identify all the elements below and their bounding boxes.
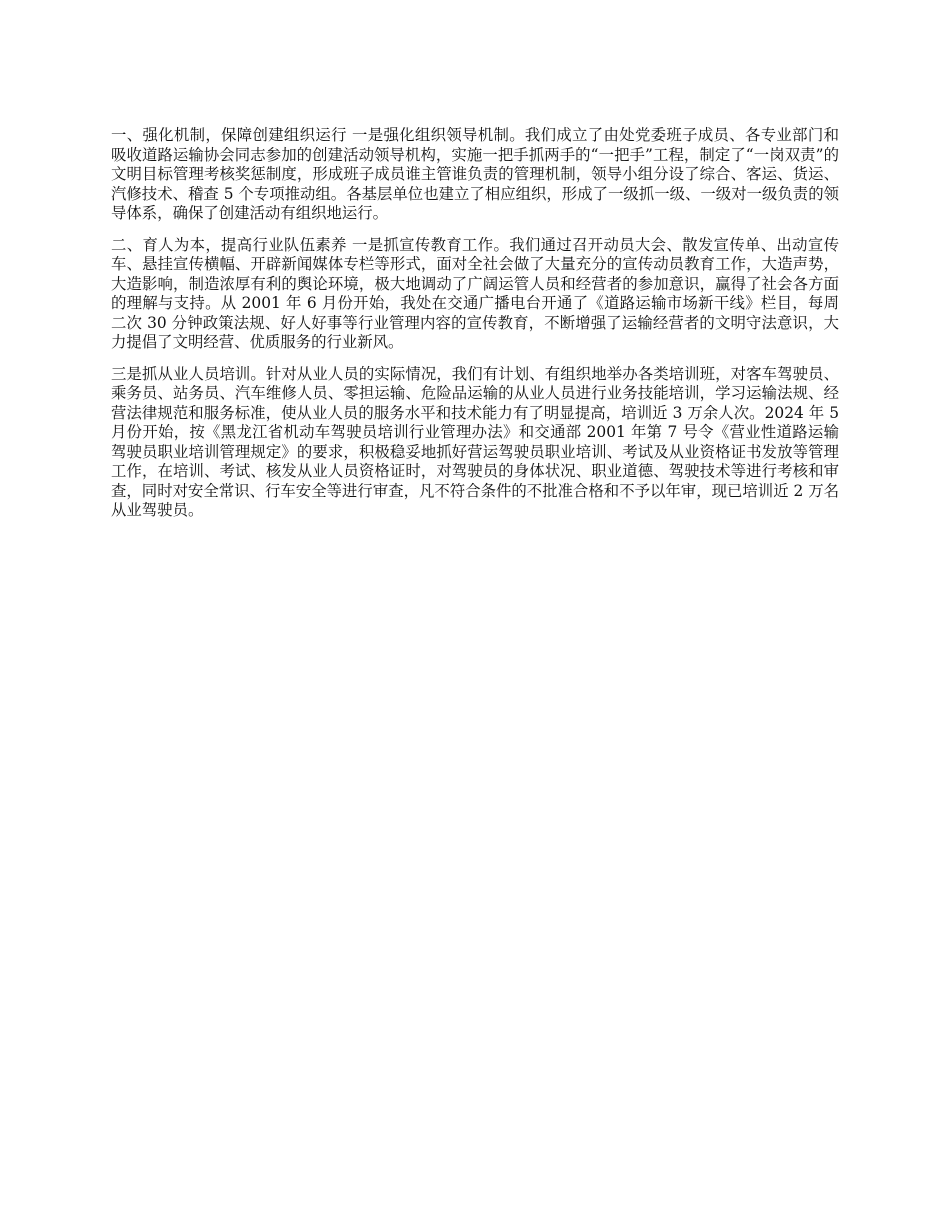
- document-body: [111, 126, 839, 533]
- paragraph-education: 二、育人为本，提高行业队伍素养 一是抓宣传教育工作。我们通过召开动员大会、散发宣传单、出动宣传车、悬挂宣传横幅、开辟新闻媒体专栏等形式，面对全社会做了大量充分的宣传动员教育工作，大造声势，大造影响，制造浓厚有利的舆论环境，极大地调动了广阔运管人员和经营者的参加意识，赢得了社会各方面的理解与支持。从 2001 年 6 月份开始，我处在交通广播电台开通了《道路运输市场新干线》栏目，每周二次 30 分钟政策法规、好人好事等行业管理内容的宣传教育，不断增强了运输经营者的文明守法意识，大力提倡了文明经营、优质服务的行业新风。: [111, 235, 839, 351]
- paragraph-mechanism: 一、强化机制，保障创建组织运行 一是强化组织领导机制。我们成立了由处党委班子成员、各专业部门和吸收道路运输协会同志参加的创建活动领导机构，实施一把手抓两手的“一把手”工程，制定了“一岗双责”的文明目标管理考核奖惩制度，形成班子成员谁主管谁负责的管理机制，领导小组分设了综合、客运、货运、汽修技术、稽查 5 个专项推动组。各基层单位也建立了相应组织，形成了一级抓一级、一级对一级负责的领导体系，确保了创建活动有组织地运行。: [111, 126, 839, 222]
- paragraph-training: 三是抓从业人员培训。针对从业人员的实际情况，我们有计划、有组织地举办各类培训班，对客车驾驶员、乘务员、站务员、汽车维修人员、零担运输、危险品运输的从业人员进行业务技能培训，学习运输法规、经营法律规范和服务标准，使从业人员的服务水平和技术能力有了明显提高，培训近 3 万余人次。2024 年 5 月份开始，按《黑龙江省机动车驾驶员培训行业管理办法》和交通部 2001 年第 7 号令《营业性道路运输驾驶员职业培训管理规定》的要求，积极稳妥地抓好营运驾驶员职业培训、考试及从业资格证书发放等管理工作，在培训、考试、核发从业人员资格证时，对驾驶员的身体状况、职业道德、驾驶技术等进行考核和审查，同时对安全常识、行车安全等进行审查，凡不符合条件的不批准合格和不予以年审，现已培训近 2 万名从业驾驶员。: [111, 364, 839, 519]
